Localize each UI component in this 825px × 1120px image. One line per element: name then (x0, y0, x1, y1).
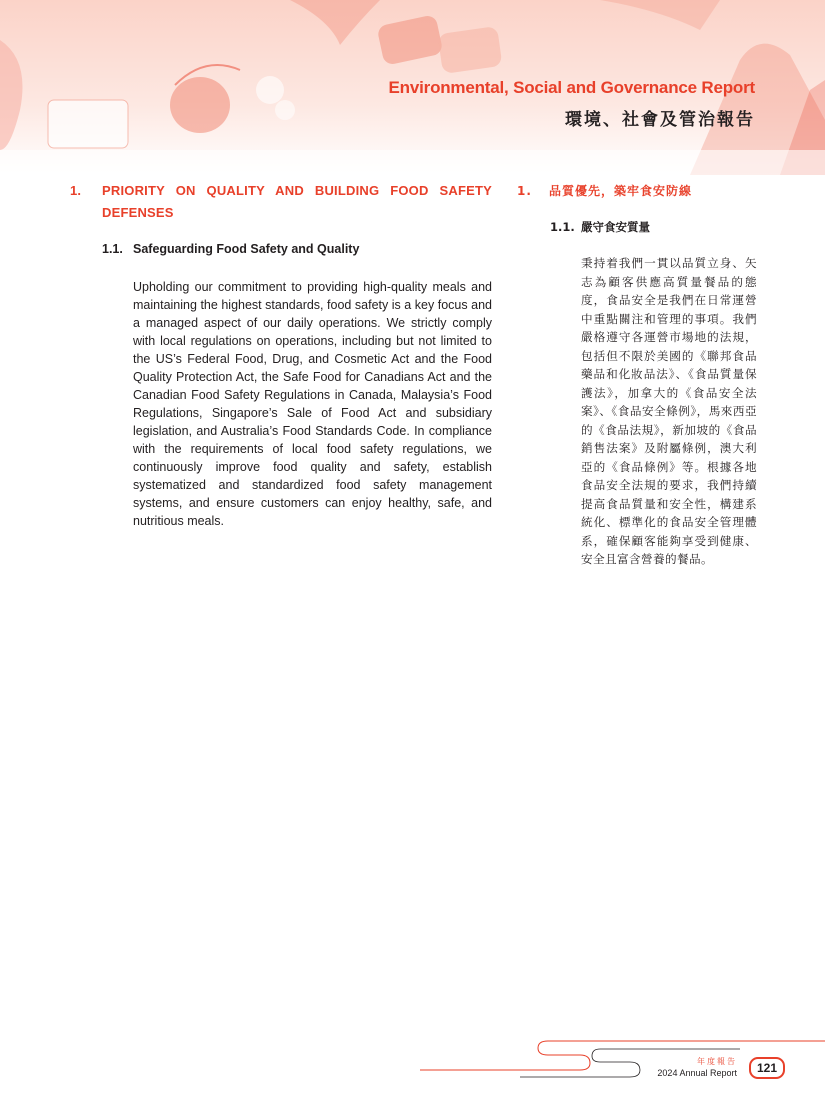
page-number-badge: 121 (749, 1057, 785, 1079)
report-title-chinese: 環境、社會及管治報告 (565, 110, 755, 130)
body-paragraph-english: Upholding our commitment to providing high-quality meals and maintaining the highest standards, food safety is a key focus and a managed aspect of our daily operations. We strictly comply with local regulations on operations, including but not limited to the US’s Federal Food, Drug, and Cosmetic Act and the Food Quality Protection Act, the Safe Food for Canadians Act and the Canadian Food Safety Regulations in Canada, Malaysia’s Food Regulations, Singapore’s Sale of Food Act and subsidiary legislation, and Australia’s Food Standards Code. In compliance with the requirements of local food safety regulations, we continuously improve food quality and safety, establish systematized and standardized food safety management systems, and ensure customers can enjoy healthy, safe, and nutritious meals. (133, 280, 492, 528)
report-title-english: Environmental, Social and Governance Report (388, 78, 755, 97)
footer-label-english: 2024 Annual Report (657, 1068, 737, 1078)
section-heading-chinese (517, 180, 757, 202)
subsection-heading-chinese (550, 218, 757, 236)
footer-label-chinese: 年度報告 (697, 1057, 737, 1066)
subsection-heading-english (102, 240, 492, 258)
subsection-title: 嚴守食安質量 (581, 220, 650, 234)
section-number: 1. (70, 183, 82, 198)
section-heading-english (70, 180, 492, 224)
subsection-title: Safeguarding Food Safety and Quality (133, 242, 360, 256)
subsection-number: 1.1. (102, 242, 123, 256)
section-number: 1. (517, 184, 532, 198)
subsection-number: 1.1. (550, 220, 575, 234)
english-column (70, 180, 492, 543)
chinese-column (517, 180, 757, 580)
section-title: PRIORITY ON QUALITY AND BUILDING FOOD SAFETY DEFENSES (102, 183, 492, 220)
section-title: 品質優先，築牢食安防線 (549, 184, 693, 198)
body-paragraph-chinese: 秉持着我們一貫以品質立身、矢志為顧客供應高質量餐品的態度，食品安全是我們在日常運營中重點關注和管理的事項。我們嚴格遵守各運營市場地的法規，包括但不限於美國的《聯邦食品藥品和化妝品法》、《食品質量保護法》，加拿大的《食品安全法案》、《食品安全條例》，馬來西亞的《食品法規》，新加坡的《食品銷售法案》及附屬條例，澳大利亞的《食品條例》等。根據各地食品安全法規的要求，我們持續提高食品質量和安全性，構建系統化、標準化的食品安全管理體系，確保顧客能夠享受到健康、安全且富含營養的餐品。 (581, 256, 757, 566)
